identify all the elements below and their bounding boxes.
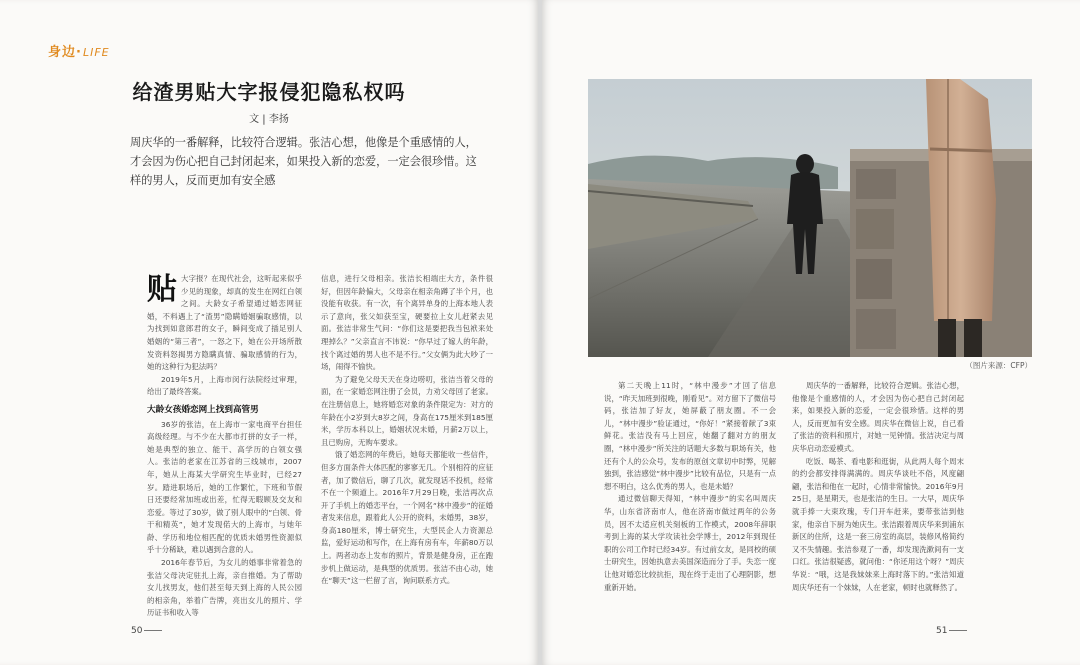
section-tag bbox=[48, 41, 110, 60]
article-photo bbox=[588, 79, 1032, 357]
photo-caption: （图片来源：CFP） bbox=[965, 361, 1032, 370]
left-page bbox=[0, 0, 538, 665]
column-2 bbox=[321, 273, 493, 588]
column-1-first-text: 大字报？在现代社会，这听起来似乎少见的现象，却真的发生在网红白领之间。大龄女子希望通过婚恋网征婚，不料遇上了“渣男”隐瞒婚姻骗取感情，以为找到如意郎君的女子，瞬间变成了插足别人婚姻的“第三者”，一怒之下，她在公开场所散发资料怒揭男方隐瞒真情、骗取感情的行为，她的这种行为犯法吗？ bbox=[147, 274, 302, 372]
section-tag-cn: 身边 bbox=[48, 45, 77, 60]
photo-illustration bbox=[588, 79, 1032, 357]
article-title: 给渣男贴大字报侵犯隐私权吗 bbox=[132, 80, 406, 104]
paragraph: 2016年春节后，为女儿的婚事非常着急的张洁父母决定驻扎上海，亲自推婚。为了帮助女儿找男友，他们甚至每天到上海的人民公园的相亲角，举着广告牌，亮出女儿的照片、学历证书和收入等 bbox=[147, 558, 302, 618]
page-number-left bbox=[131, 626, 162, 636]
paragraph: 饿了婚恋网的年费后，她每天都能收一些信件，但多方面条件大体匹配的寥寥无几。个别相符的应征者，加了微信后，聊了几次，就发现话不投机，经常不在一个频道上。2016年7月29日晚，张洁再次点开了手机上的婚恋平台，一个网名“林中漫步”的征婚者发来信息，跟着此人公开的资料，未婚男，38岁，身高180厘米，博士研究生，大型民企人力资源总监，爱好运动和写作，在上海有房有车，年薪80万以上。两者动态上发布的照片，背景是健身房，正在跑步机上做运动，是典型的优质男。张洁不由心动，她在“聊天”这一栏留了言，询问联系方式。 bbox=[321, 450, 494, 586]
column-3 bbox=[604, 380, 776, 594]
paragraph: 信息，进行父母相亲。张洁长相端庄大方，条件很好，但因年龄偏大，父母亲在相亲角蹲了半个月，也没能有收获。有一次，有个离异单身的上海本地人表示了意向，张父如获至宝，硬要拉上女儿赶紧去见面。张洁非常生气问：“你们这是要把我当包袱来处理掉么？”父亲直言不讳说：“你早过了嫁人的年龄，找个离过婚的男人也不是不行。”父女俩为此大吵了一场，闹得不愉快。 bbox=[321, 274, 493, 372]
subheading: 大龄女孩婚恋网上找到高管男 bbox=[147, 404, 259, 415]
lead-paragraph: 周庆华的一番解释，比较符合逻辑。张洁心想，他像是个重感情的人，才会因为伤心把自己封闭起来，如果投入新的恋爱，一定会很珍惜。这样的男人，反而更加有安全感 bbox=[130, 136, 477, 187]
column-4 bbox=[792, 380, 964, 594]
page-number-right bbox=[936, 626, 967, 636]
paragraph: 通过微信聊天得知，“林中漫步”的实名叫周庆华，山东省济南市人，他在济南市做过两年的公务员，因不太适应机关刻板的工作模式，2008年辞职考到上海的某大学攻读社会学博士，2012年到现任职的公司工作时已经34岁。有过前女友，是同校的硕士研究生，因她执意去美国深造而分了手。失恋一度让他对婚恋比较抗拒，现在终于走出了心理阴影，想重新开始。 bbox=[604, 494, 777, 592]
byline: 文 | 李扬 bbox=[249, 114, 289, 125]
right-page bbox=[542, 0, 1080, 665]
section-tag-en: LIFE bbox=[82, 46, 110, 59]
column-1 bbox=[147, 273, 302, 620]
paragraph: 吃饭、喝茶、看电影和逛街，从此两人每个周末的约会都安排得满满的。周庆华谈吐不俗，风度翩翩，张洁和他在一起时，心情非常愉快。2016年9月25日，是星期天，也是张洁的生日。一大早，周庆华就手捧一大束玫瑰，专门开车赶来，要带张洁到他家，他亲自下厨为她庆生。张洁跟着周庆华来到浦东新区的住所，这是一套三房室的高层，装修风格简约又不失情趣。张洁参观了一番，却发现洗漱间有一支口红。张洁很疑惑，就问他：“你还用这个呀？”周庆华说：“哦，这是我妹妹来上海时落下的。”张洁知道周庆华还有一个妹妹，人在老家，顿时也就释然了。 bbox=[792, 456, 965, 592]
paragraph: 2019年5月，上海市闵行法院经过审理，给出了最终答案。 bbox=[147, 374, 302, 397]
paragraph: 第二天晚上11时，“林中漫步”才回了信息说，“昨天加班到很晚，刚看见”。对方留下了微信号码，张洁加了好友，她屏蔽了朋友圈。不一会儿，“林中漫步”验证通过，“你好！”紧接着献了3束鲜花。张洁没有马上回应，她翻了翻对方的朋友圈，“林中漫步”所关注的话题大多数与职场有关，他还有个人的公众号，发布的原创文章切中时弊，见解独到，张洁感觉“林中漫步”比较有品位，只是有一点想不明白，这么优秀的男人，也是未婚？ bbox=[604, 381, 776, 491]
paragraph: 周庆华的一番解释，比较符合逻辑。张洁心想，他像是个重感情的人，才会因为伤心把自己封闭起来，如果投入新的恋爱，一定会很珍惜。这样的男人，反而更加有安全感。周庆华在微信上说，自己看了张洁的资料和照片，对她一见钟情。张洁决定与周庆华启动恋爱模式。 bbox=[792, 381, 964, 453]
section-tag-dot: · bbox=[76, 45, 82, 60]
dropcap: 贴 bbox=[147, 272, 177, 307]
paragraph: 为了避免父母天天在身边唠叨，张洁当着父母的面，在一家婚恋网注册了会员，力劝父母回了老家。在注册信息上，她将婚恋对象的条件限定为：对方的年龄在小2岁到大8岁之间，身高在175厘米到185厘米，学历本科以上，婚姻状况未婚，月薪2万以上，且已购房，无购车要求。 bbox=[321, 374, 493, 447]
column-1-first-paragraph bbox=[147, 273, 302, 374]
page-number-right-text: 51 bbox=[936, 626, 948, 636]
paragraph: 36岁的张洁，在上海市一家电商平台担任高级经理。与不少在大都市打拼的女子一样，她是典型的独立、能干、高学历的白领女强人。张洁的老家在江苏省的三线城市，2007年，她从上海某大学研究生毕业时，已经27岁。踏进职场后，她的工作繁忙，下班和节假日还要经常加班或出差，忙得无暇顾及交友和恋爱。等过了30岁，做了别人眼中的“白领、骨干和精英”，她才发现偌大的上海市，与她年龄、学历和地位相匹配的优质未婚男性资源似乎十分稀缺，难以遇到合意的人。 bbox=[147, 419, 302, 555]
page-number-left-text: 50 bbox=[131, 626, 143, 636]
